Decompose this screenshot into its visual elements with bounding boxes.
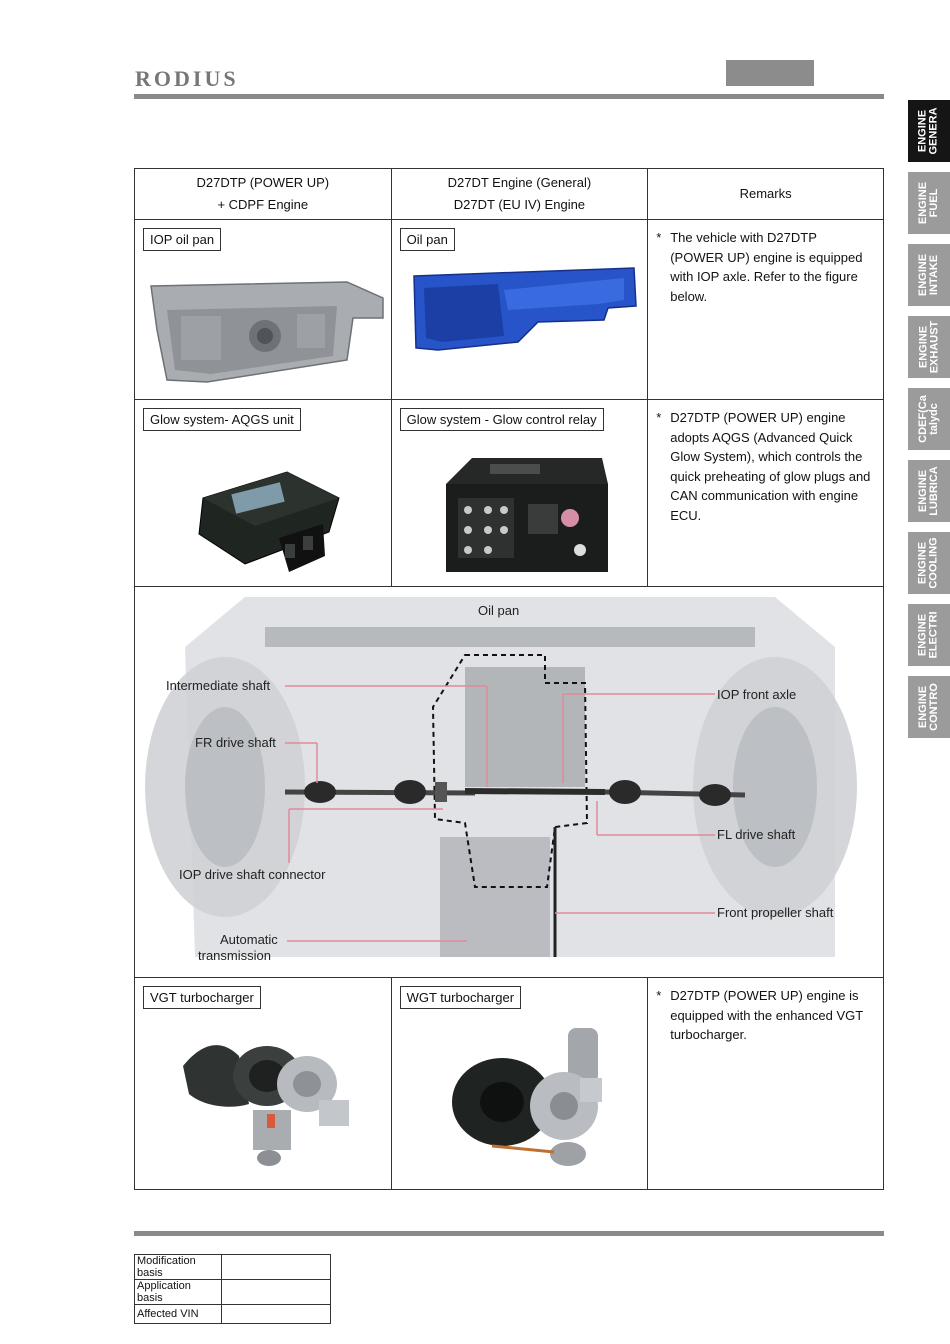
tab-engine-intake[interactable]: ENGINE INTAKE (908, 244, 950, 306)
table-row (135, 1255, 331, 1280)
oil-pan-label: Oil pan (400, 228, 455, 251)
callout-automatic-transmission: Automatic (220, 932, 278, 947)
tab-engine-cooling[interactable]: ENGINE COOLING (908, 532, 950, 594)
callout-front-propeller-shaft: Front propeller shaft (717, 905, 834, 920)
tab-engine-exhaust[interactable]: ENGINE EXHAUST (908, 316, 950, 378)
iop-axle-diagram (135, 587, 883, 977)
callout-fr-drive-shaft: FR drive shaft (195, 735, 276, 750)
table-row (135, 978, 884, 1190)
modification-basis-value (222, 1255, 331, 1280)
table-row (135, 400, 884, 587)
revision-table (134, 1254, 331, 1324)
glow-relay-label: Glow system - Glow control relay (400, 408, 604, 431)
aqgs-unit-image (193, 468, 343, 580)
tab-engine-lubrication[interactable]: ENGINE LUBRICA (908, 460, 950, 522)
iop-oil-pan-label: IOP oil pan (143, 228, 221, 251)
col-header-d27dtp: D27DTP (POWER UP) + CDPF Engine (135, 169, 392, 220)
wgt-turbo-label: WGT turbocharger (400, 986, 521, 1009)
application-basis-label: Application basis (135, 1280, 222, 1305)
iop-oil-pan-cell (135, 220, 392, 400)
wgt-turbo-cell (391, 978, 648, 1190)
affected-vin-label: Affected VIN (135, 1305, 222, 1324)
glow-relay-cell (391, 400, 648, 587)
table-row (135, 1280, 331, 1305)
col-header-d27dt: D27DT Engine (General) D27DT (EU IV) Engine (391, 169, 648, 220)
modification-basis-label: Modification basis (135, 1255, 222, 1280)
tab-engine-fuel[interactable]: ENGINE FUEL (908, 172, 950, 234)
callout-automatic-transmission-line2: transmission (198, 948, 271, 963)
callout-iop-front-axle: IOP front axle (717, 687, 797, 702)
callout-intermediate-shaft: Intermediate shaft (166, 678, 271, 693)
callout-fl-drive-shaft: FL drive shaft (717, 827, 796, 842)
header-rule (134, 94, 884, 99)
remark-vgt: * D27DTP (POWER UP) engine is equipped with the enhanced VGT turbocharger. (648, 978, 884, 1190)
tab-engine-electrical[interactable]: ENGINE ELECTRI (908, 604, 950, 666)
table-row (135, 220, 884, 400)
glow-relay-image (442, 454, 612, 576)
table-header-row (135, 169, 884, 220)
callout-iop-drive-shaft-connector: IOP drive shaft connector (179, 867, 326, 882)
tab-cdef-catalytic[interactable]: CDEF(Ca talydc (908, 388, 950, 450)
oil-pan-cell (391, 220, 648, 400)
remark-iop-axle: * The vehicle with D27DTP (POWER UP) engine is equipped with IOP axle. Refer to the figure below. (648, 220, 884, 400)
application-basis-value (222, 1280, 331, 1305)
affected-vin-value (222, 1305, 331, 1324)
col-header-remarks: Remarks (648, 169, 884, 220)
aqgs-unit-cell (135, 400, 392, 587)
callout-oil-pan: Oil pan (478, 603, 520, 618)
iop-oil-pan-image (147, 270, 387, 385)
wgt-turbo-image (442, 1022, 612, 1172)
header-section-box (726, 60, 814, 86)
remark-aqgs: * D27DTP (POWER UP) engine adopts AQGS (Advanced Quick Glow System), which controls the quick preheating of glow plugs and CAN communication with engine ECU. (648, 400, 884, 587)
vgt-turbo-cell (135, 978, 392, 1190)
vgt-turbo-label: VGT turbocharger (143, 986, 261, 1009)
iop-axle-diagram-cell (135, 587, 884, 978)
footer-rule (134, 1231, 884, 1236)
table-row (135, 1305, 331, 1324)
brand-logo: RODIUS (135, 66, 239, 91)
oil-pan-image (408, 264, 640, 358)
tab-engine-control[interactable]: ENGINE CONTRO (908, 676, 950, 738)
tab-engine-general[interactable]: ENGINE GENERA (908, 100, 950, 162)
vgt-turbo-image (179, 1026, 359, 1174)
aqgs-unit-label: Glow system- AQGS unit (143, 408, 301, 431)
table-row (135, 587, 884, 978)
comparison-table (134, 168, 884, 1190)
section-tabs (908, 100, 950, 748)
